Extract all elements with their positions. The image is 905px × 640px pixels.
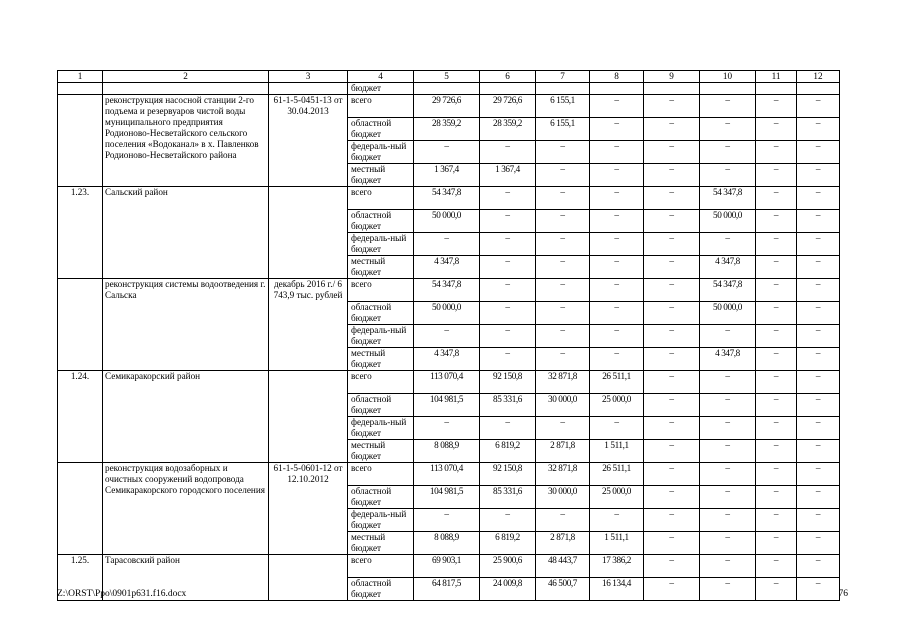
value-cell: – <box>480 187 536 210</box>
empty-cell <box>756 83 797 95</box>
value-cell: – <box>797 118 840 141</box>
value-cell: – <box>644 302 700 325</box>
value-cell: – <box>700 463 756 486</box>
budget-type-cell: местный бюджет <box>348 532 414 555</box>
value-cell: – <box>536 417 590 440</box>
empty-cell <box>480 83 536 95</box>
value-cell: 54 347,8 <box>414 187 480 210</box>
value-cell: – <box>756 164 797 187</box>
value-cell: – <box>756 394 797 417</box>
value-cell: – <box>644 279 700 302</box>
value-cell: – <box>480 348 536 371</box>
document-cell: декабрь 2016 г./ 6 743,9 тыс. рублей <box>269 279 348 371</box>
table-row <box>58 95 840 118</box>
value-cell: 30 000,0 <box>536 394 590 417</box>
value-cell: – <box>756 141 797 164</box>
value-cell: 104 981,5 <box>414 394 480 417</box>
budget-type-cell: всего <box>348 371 414 394</box>
budget-type-cell: местный бюджет <box>348 256 414 279</box>
budget-type-cell: местный бюджет <box>348 348 414 371</box>
column-number: 6 <box>480 71 536 83</box>
empty-cell <box>103 83 269 95</box>
value-cell: – <box>414 141 480 164</box>
footer-file-path: Z:\ORST\Ppo\0901p631.f16.docx <box>57 589 187 599</box>
item-number-cell <box>58 95 103 187</box>
column-number: 9 <box>644 71 700 83</box>
value-cell: – <box>700 118 756 141</box>
document-cell: 61-1-5-0451-13 от 30.04.2013 <box>269 95 348 187</box>
value-cell: – <box>700 417 756 440</box>
value-cell: – <box>700 532 756 555</box>
value-cell: 29 726,6 <box>414 95 480 118</box>
budget-type-cell: всего <box>348 95 414 118</box>
value-cell: – <box>756 302 797 325</box>
value-cell: – <box>797 348 840 371</box>
budget-type-cell: областной бюджет <box>348 302 414 325</box>
column-number: 7 <box>536 71 590 83</box>
item-number-cell <box>58 463 103 555</box>
value-cell: – <box>797 417 840 440</box>
value-cell: – <box>590 187 644 210</box>
value-cell: – <box>590 417 644 440</box>
empty-cell <box>700 83 756 95</box>
value-cell: – <box>797 394 840 417</box>
value-cell: – <box>590 279 644 302</box>
item-number-cell: 1.24. <box>58 371 103 463</box>
value-cell: – <box>480 302 536 325</box>
value-cell: – <box>756 187 797 210</box>
budget-type-cell: местный бюджет <box>348 164 414 187</box>
budget-type-cell: бюджет <box>348 83 414 95</box>
value-cell: – <box>480 256 536 279</box>
value-cell: – <box>700 578 756 601</box>
value-cell: – <box>700 371 756 394</box>
value-cell: – <box>644 417 700 440</box>
empty-cell <box>590 83 644 95</box>
value-cell: – <box>797 233 840 256</box>
value-cell: 25 900,6 <box>480 555 536 578</box>
value-cell: – <box>590 95 644 118</box>
value-cell: – <box>756 371 797 394</box>
item-name-cell: реконструкция системы водоотведения г. Сальска <box>103 279 269 371</box>
column-number: 4 <box>348 71 414 83</box>
table-row <box>58 371 840 394</box>
column-number: 8 <box>590 71 644 83</box>
item-name-cell: реконструкция водозаборных и очистных сооружений водопровода Семикаракорского городского поселения <box>103 463 269 555</box>
value-cell: – <box>644 95 700 118</box>
column-number: 12 <box>797 71 840 83</box>
value-cell: 32 871,8 <box>536 371 590 394</box>
value-cell: – <box>756 532 797 555</box>
value-cell: – <box>414 509 480 532</box>
value-cell: 50 000,0 <box>414 302 480 325</box>
value-cell: – <box>644 187 700 210</box>
value-cell: – <box>644 486 700 509</box>
table-row <box>58 279 840 302</box>
value-cell: – <box>797 325 840 348</box>
value-cell: – <box>756 509 797 532</box>
value-cell: – <box>797 95 840 118</box>
value-cell: – <box>797 302 840 325</box>
value-cell: – <box>797 532 840 555</box>
value-cell: 25 000,0 <box>590 394 644 417</box>
value-cell: 26 511,1 <box>590 463 644 486</box>
budget-type-cell: областной бюджет <box>348 394 414 417</box>
item-number-cell: 1.23. <box>58 187 103 279</box>
table-row <box>58 187 840 210</box>
value-cell: – <box>797 555 840 578</box>
value-cell: – <box>756 348 797 371</box>
value-cell: 64 817,5 <box>414 578 480 601</box>
value-cell: – <box>756 95 797 118</box>
value-cell: 1 367,4 <box>480 164 536 187</box>
value-cell: – <box>644 532 700 555</box>
budget-type-cell: всего <box>348 463 414 486</box>
value-cell: 25 000,0 <box>590 486 644 509</box>
value-cell: 50 000,0 <box>700 210 756 233</box>
value-cell: 32 871,8 <box>536 463 590 486</box>
value-cell: – <box>590 164 644 187</box>
value-cell: – <box>797 463 840 486</box>
column-number: 11 <box>756 71 797 83</box>
value-cell: – <box>644 394 700 417</box>
value-cell: – <box>590 325 644 348</box>
value-cell: 54 347,8 <box>700 279 756 302</box>
value-cell: – <box>700 486 756 509</box>
value-cell: – <box>797 210 840 233</box>
value-cell: – <box>644 164 700 187</box>
value-cell: – <box>644 256 700 279</box>
value-cell: – <box>797 578 840 601</box>
value-cell: – <box>700 440 756 463</box>
value-cell: – <box>590 141 644 164</box>
value-cell: – <box>590 210 644 233</box>
value-cell: – <box>756 440 797 463</box>
value-cell: – <box>536 279 590 302</box>
value-cell: 28 359,2 <box>414 118 480 141</box>
value-cell: – <box>797 440 840 463</box>
column-number: 2 <box>103 71 269 83</box>
budget-type-cell: всего <box>348 187 414 210</box>
value-cell: 4 347,8 <box>700 256 756 279</box>
document-cell <box>269 555 348 601</box>
value-cell: – <box>480 279 536 302</box>
budget-type-cell: местный бюджет <box>348 440 414 463</box>
value-cell: 16 134,4 <box>590 578 644 601</box>
value-cell: – <box>700 233 756 256</box>
empty-cell <box>536 83 590 95</box>
value-cell: – <box>480 325 536 348</box>
value-cell: – <box>797 187 840 210</box>
value-cell: – <box>590 348 644 371</box>
item-number-cell: 1.25. <box>58 555 103 601</box>
value-cell: – <box>536 509 590 532</box>
value-cell: – <box>480 141 536 164</box>
value-cell: – <box>590 256 644 279</box>
value-cell: – <box>414 233 480 256</box>
value-cell: 30 000,0 <box>536 486 590 509</box>
value-cell: – <box>797 509 840 532</box>
budget-type-cell: областной бюджет <box>348 210 414 233</box>
column-number: 1 <box>58 71 103 83</box>
value-cell: – <box>756 210 797 233</box>
value-cell: 69 903,1 <box>414 555 480 578</box>
budget-type-cell: федераль-ный бюджет <box>348 233 414 256</box>
value-cell: 8 088,9 <box>414 440 480 463</box>
value-cell: 1 511,1 <box>590 532 644 555</box>
table-row <box>58 555 840 578</box>
value-cell: – <box>644 463 700 486</box>
value-cell: – <box>756 279 797 302</box>
value-cell: – <box>644 578 700 601</box>
value-cell: 1 367,4 <box>414 164 480 187</box>
value-cell: – <box>536 302 590 325</box>
value-cell: – <box>536 348 590 371</box>
value-cell: – <box>480 233 536 256</box>
value-cell: – <box>644 233 700 256</box>
value-cell: 104 981,5 <box>414 486 480 509</box>
value-cell: – <box>756 486 797 509</box>
value-cell: – <box>797 279 840 302</box>
value-cell: 4 347,8 <box>414 348 480 371</box>
value-cell: – <box>536 325 590 348</box>
value-cell: – <box>797 164 840 187</box>
value-cell: 1 511,1 <box>590 440 644 463</box>
value-cell: 6 155,1 <box>536 95 590 118</box>
value-cell: – <box>536 210 590 233</box>
value-cell: – <box>644 440 700 463</box>
value-cell: 50 000,0 <box>700 302 756 325</box>
value-cell: – <box>797 256 840 279</box>
value-cell: 46 500,7 <box>536 578 590 601</box>
budget-table <box>57 70 840 601</box>
value-cell: – <box>756 325 797 348</box>
value-cell: 92 150,8 <box>480 463 536 486</box>
value-cell: – <box>480 509 536 532</box>
value-cell: 24 009,8 <box>480 578 536 601</box>
document-cell <box>269 187 348 279</box>
value-cell: – <box>536 164 590 187</box>
budget-type-cell: областной бюджет <box>348 118 414 141</box>
value-cell: – <box>797 486 840 509</box>
budget-type-cell: федераль-ный бюджет <box>348 509 414 532</box>
table-row <box>58 83 840 95</box>
value-cell: – <box>644 325 700 348</box>
value-cell: – <box>700 555 756 578</box>
value-cell: – <box>756 118 797 141</box>
value-cell: 6 819,2 <box>480 440 536 463</box>
item-name-cell: Тарасовский район <box>103 555 269 601</box>
empty-cell <box>797 83 840 95</box>
value-cell: 29 726,6 <box>480 95 536 118</box>
value-cell: – <box>590 118 644 141</box>
value-cell: 26 511,1 <box>590 371 644 394</box>
value-cell: – <box>480 417 536 440</box>
value-cell: 4 347,8 <box>414 256 480 279</box>
value-cell: 17 386,2 <box>590 555 644 578</box>
value-cell: – <box>644 509 700 532</box>
item-name-cell: реконструкция насосной станции 2-го подъема и резервуаров чистой воды муниципального предприятия Родионово-Несветайского сельского поселения «Водоканал» в х. Павленков Родионово-Несветайского района <box>103 95 269 187</box>
budget-type-cell: областной бюджет <box>348 486 414 509</box>
value-cell: – <box>700 509 756 532</box>
column-number-row <box>58 71 840 83</box>
value-cell: – <box>700 164 756 187</box>
value-cell: 85 331,6 <box>480 486 536 509</box>
budget-type-cell: всего <box>348 555 414 578</box>
value-cell: – <box>590 302 644 325</box>
document-cell <box>269 371 348 463</box>
value-cell: – <box>756 256 797 279</box>
value-cell: – <box>644 371 700 394</box>
value-cell: – <box>756 463 797 486</box>
value-cell: 54 347,8 <box>414 279 480 302</box>
item-number-cell <box>58 279 103 371</box>
value-cell: – <box>756 417 797 440</box>
value-cell: – <box>644 210 700 233</box>
budget-type-cell: всего <box>348 279 414 302</box>
value-cell: 54 347,8 <box>700 187 756 210</box>
value-cell: 6 155,1 <box>536 118 590 141</box>
value-cell: – <box>480 210 536 233</box>
empty-cell <box>414 83 480 95</box>
budget-type-cell: федераль-ный бюджет <box>348 325 414 348</box>
value-cell: 2 871,8 <box>536 440 590 463</box>
value-cell: – <box>644 118 700 141</box>
value-cell: – <box>644 141 700 164</box>
value-cell: – <box>756 233 797 256</box>
value-cell: – <box>756 578 797 601</box>
item-name-cell: Сальский район <box>103 187 269 279</box>
document-cell: 61-1-5-0601-12 от 12.10.2012 <box>269 463 348 555</box>
value-cell: 113 070,4 <box>414 463 480 486</box>
value-cell: – <box>797 371 840 394</box>
empty-cell <box>269 83 348 95</box>
value-cell: – <box>536 233 590 256</box>
value-cell: – <box>536 256 590 279</box>
value-cell: – <box>590 509 644 532</box>
value-cell: – <box>756 555 797 578</box>
column-number: 10 <box>700 71 756 83</box>
page-number: 76 <box>838 589 848 599</box>
value-cell: 4 347,8 <box>700 348 756 371</box>
value-cell: 6 819,2 <box>480 532 536 555</box>
value-cell: – <box>700 95 756 118</box>
value-cell: 2 871,8 <box>536 532 590 555</box>
value-cell: 8 088,9 <box>414 532 480 555</box>
value-cell: 28 359,2 <box>480 118 536 141</box>
value-cell: – <box>700 325 756 348</box>
value-cell: – <box>700 394 756 417</box>
value-cell: – <box>536 187 590 210</box>
value-cell: – <box>414 417 480 440</box>
value-cell: 85 331,6 <box>480 394 536 417</box>
value-cell: – <box>536 141 590 164</box>
value-cell: – <box>644 555 700 578</box>
table-row <box>58 463 840 486</box>
empty-cell <box>644 83 700 95</box>
budget-type-cell: федераль-ный бюджет <box>348 417 414 440</box>
value-cell: – <box>414 325 480 348</box>
value-cell: 48 443,7 <box>536 555 590 578</box>
value-cell: – <box>590 233 644 256</box>
column-number: 3 <box>269 71 348 83</box>
value-cell: 113 070,4 <box>414 371 480 394</box>
budget-type-cell: областной бюджет <box>348 578 414 601</box>
item-name-cell: Семикаракорский район <box>103 371 269 463</box>
budget-type-cell: федераль-ный бюджет <box>348 141 414 164</box>
value-cell: – <box>644 348 700 371</box>
empty-cell <box>58 83 103 95</box>
value-cell: 92 150,8 <box>480 371 536 394</box>
value-cell: 50 000,0 <box>414 210 480 233</box>
value-cell: – <box>700 141 756 164</box>
value-cell: – <box>797 141 840 164</box>
column-number: 5 <box>414 71 480 83</box>
